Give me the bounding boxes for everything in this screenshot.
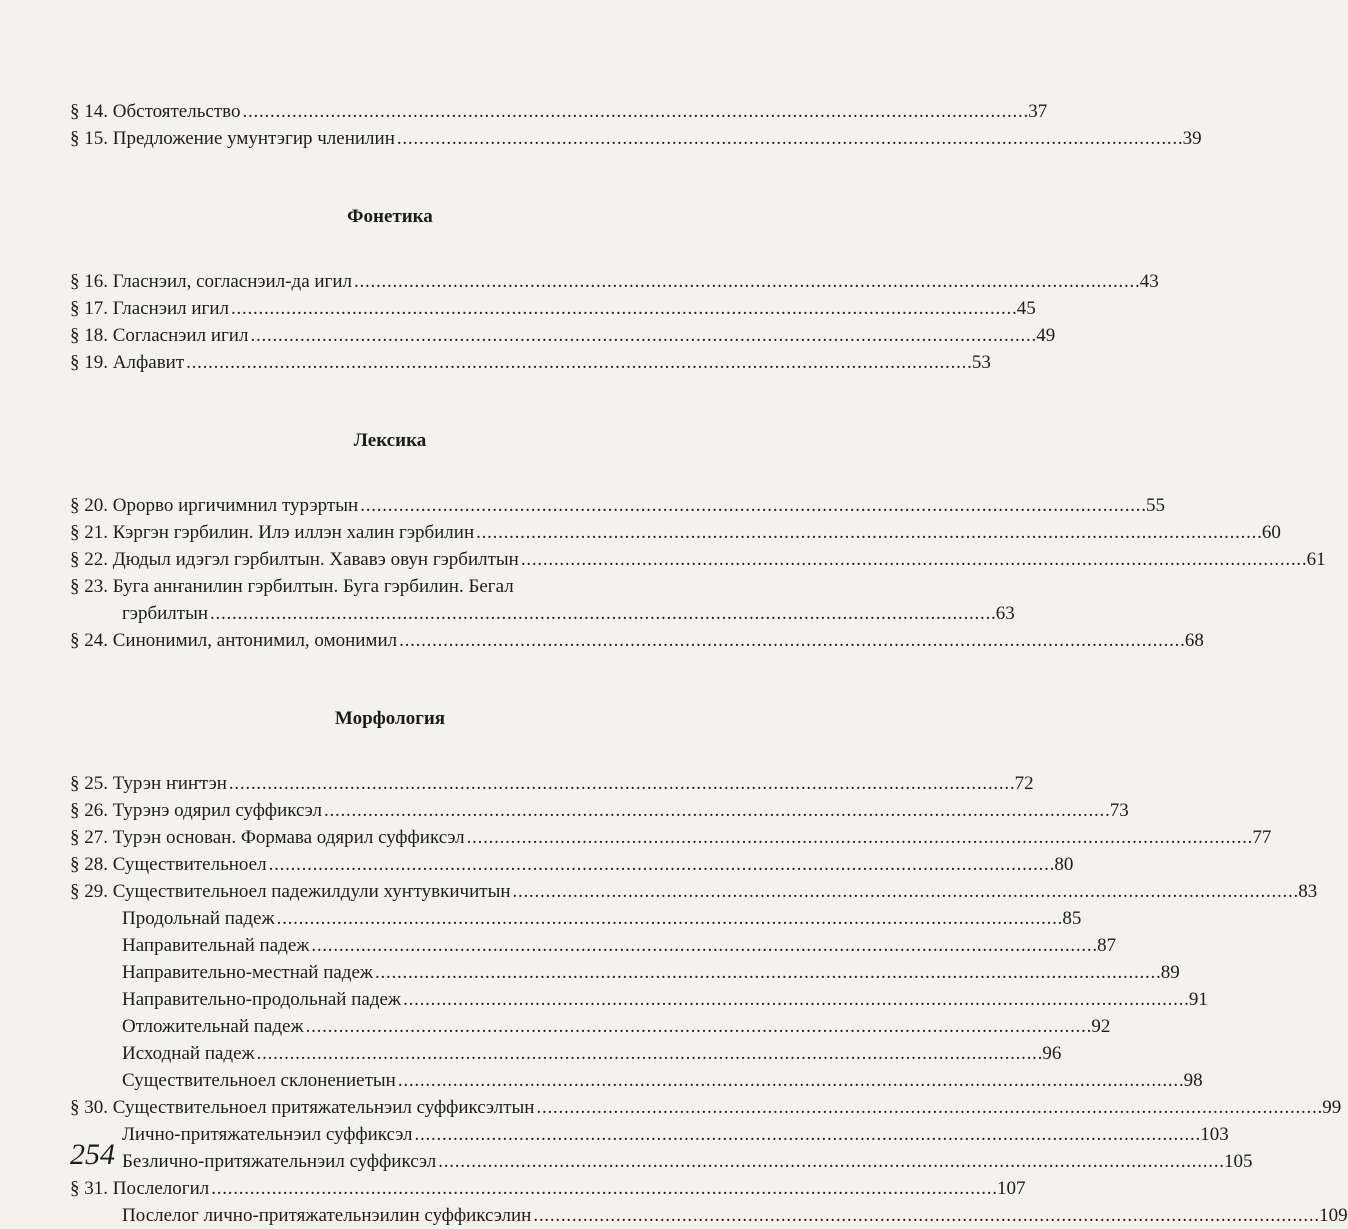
toc-entry <box>70 98 1048 125</box>
leader-dots <box>533 1202 1317 1229</box>
toc-entry <box>70 125 1202 152</box>
toc-page-number: 72 <box>1014 773 1034 794</box>
leader-dots <box>250 322 1034 349</box>
leader-dots <box>476 519 1260 546</box>
section-gap <box>70 152 710 202</box>
toc-entry <box>70 268 1159 295</box>
toc-page-number: 39 <box>1182 128 1202 149</box>
section-title: Морфология <box>334 708 446 729</box>
toc-page-number: 99 <box>1322 1097 1342 1118</box>
leader-dots <box>242 98 1026 125</box>
toc-entry-label: § 19. Алфавит <box>70 352 185 373</box>
toc-entry-label: Лично-притяжательнэил суффиксэл <box>122 1124 413 1145</box>
toc-subentry <box>70 986 1208 1013</box>
section-gap <box>70 232 710 268</box>
leader-dots <box>229 770 1013 797</box>
toc-entry-label: § 25. Турэн ҥиҥтэн <box>70 773 227 794</box>
leader-dots <box>399 627 1183 654</box>
leader-dots <box>269 851 1053 878</box>
toc-entry <box>70 546 1326 573</box>
toc-page-number: 107 <box>996 1178 1026 1199</box>
leader-dots <box>311 932 1095 959</box>
toc-entry-label: § 31. Послелогил <box>70 1178 210 1199</box>
toc-page-number: 96 <box>1042 1043 1062 1064</box>
toc-page-number: 80 <box>1054 854 1074 875</box>
leader-dots <box>521 546 1305 573</box>
toc-entry <box>70 519 1281 546</box>
leader-dots <box>231 295 1015 322</box>
toc-entry-label: Продольнай падеж <box>122 908 275 929</box>
toc-page-number: 103 <box>1200 1124 1229 1145</box>
toc-entry <box>70 824 1272 851</box>
toc-subentry <box>70 932 1117 959</box>
toc-page-number: 98 <box>1183 1070 1203 1091</box>
toc-page-number: 53 <box>971 352 991 373</box>
toc-subentry <box>70 1067 1203 1094</box>
table-of-contents <box>70 98 1348 1229</box>
toc-page-number: 60 <box>1261 522 1281 543</box>
toc-entry-label: Направительно-местнай падеж <box>122 962 374 983</box>
toc-entry <box>70 878 1318 905</box>
toc-page-number: 77 <box>1252 827 1272 848</box>
toc-entry-label: § 16. Гласнэил, согласнэил-да игил <box>70 271 352 292</box>
toc-entry-label: § 21. Кэргэн гэрбилин. Илэ иллэн халин гэрбилин <box>70 522 475 543</box>
toc-entry-label: § 26. Турэнэ одярил суффиксэл <box>70 800 322 821</box>
toc-page-number: 91 <box>1188 989 1208 1010</box>
toc-entry <box>70 322 1056 349</box>
toc-page-number: 55 <box>1145 495 1165 516</box>
toc-entry-label: Исходнай падеж <box>122 1043 255 1064</box>
leader-dots <box>306 1013 1090 1040</box>
toc-page-number: 37 <box>1028 101 1048 122</box>
toc-entry <box>70 797 1129 824</box>
toc-entry-continuation <box>70 600 1015 627</box>
leader-dots <box>324 797 1108 824</box>
toc-entry-label: § 24. Синонимил, антонимил, омонимил <box>70 630 398 651</box>
toc-page-number: 73 <box>1109 800 1129 821</box>
toc-page-number: 63 <box>995 603 1015 624</box>
toc-subentry <box>70 1202 1348 1229</box>
toc-entry-label: § 30. Существительноел притяжательнэил суффиксэлтын <box>70 1097 535 1118</box>
leader-dots <box>536 1094 1320 1121</box>
toc-entry-label: § 28. Существительноел <box>70 854 267 875</box>
leader-dots <box>415 1121 1199 1148</box>
leader-dots <box>397 125 1181 152</box>
toc-entry-label: § 22. Дюдыл идэгэл гэрбилтын. Хававэ овун гэрбилтын <box>70 549 519 570</box>
toc-entry-label: § 14. Обстоятельство <box>70 101 241 122</box>
toc-page-number: 45 <box>1016 298 1036 319</box>
toc-entry <box>70 1094 1342 1121</box>
toc-entry <box>70 770 1034 797</box>
toc-subentry <box>70 905 1082 932</box>
toc-entry <box>70 573 710 600</box>
leader-dots <box>354 268 1138 295</box>
section-title: Фонетика <box>347 206 433 227</box>
toc-entry-label: § 15. Предложение умунтэгир членилин <box>70 128 395 149</box>
toc-entry-label: Существительноел склонениетын <box>122 1070 396 1091</box>
leader-dots <box>360 492 1144 519</box>
toc-entry <box>70 851 1074 878</box>
toc-entry-label: Отложительнай падеж <box>122 1016 304 1037</box>
leader-dots <box>398 1067 1182 1094</box>
page-number: 254 <box>70 1138 115 1171</box>
leader-dots <box>186 349 970 376</box>
toc-subentry <box>70 959 1180 986</box>
leader-dots <box>210 600 994 627</box>
toc-entry-label: § 20. Ороpво иргичимнил турэртын <box>70 495 359 516</box>
toc-entry-label: Направительнай падеж <box>122 935 310 956</box>
toc-entry <box>70 492 1165 519</box>
toc-page-number: 109 <box>1319 1205 1348 1226</box>
toc-entry-label: § 29. Существительноел падежилдули хуҥтувкичитын <box>70 881 511 902</box>
toc-entry-label: § 18. Согласнэил игил <box>70 325 249 346</box>
toc-page-number: 61 <box>1306 549 1326 570</box>
section-gap <box>70 456 710 492</box>
leader-dots <box>513 878 1297 905</box>
toc-subentry <box>70 1121 1229 1148</box>
toc-page-number: 43 <box>1139 271 1159 292</box>
toc-entry <box>70 627 1204 654</box>
toc-entry-label: Послелог лично-притяжательнэилин суффиксэлин <box>122 1205 532 1226</box>
toc-page-number: 68 <box>1184 630 1204 651</box>
toc-page-number: 83 <box>1298 881 1318 902</box>
toc-page-number: 92 <box>1091 1016 1111 1037</box>
section-gap <box>70 654 710 704</box>
leader-dots <box>211 1175 995 1202</box>
toc-entry-label: Направительно-продольнай падеж <box>122 989 402 1010</box>
toc-page-number: 49 <box>1036 325 1056 346</box>
leader-dots <box>257 1040 1041 1067</box>
leader-dots <box>438 1148 1222 1175</box>
toc-page-number: 87 <box>1097 935 1117 956</box>
toc-entry-label: Безлично-притяжательнэил суффиксэл <box>122 1151 437 1172</box>
leader-dots <box>375 959 1159 986</box>
toc-page-number: 105 <box>1223 1151 1253 1172</box>
toc-subentry <box>70 1013 1111 1040</box>
leader-dots <box>403 986 1187 1013</box>
toc-subentry <box>70 1148 1253 1175</box>
toc-entry-label: § 17. Гласнэил игил <box>70 298 229 319</box>
leader-dots <box>277 905 1061 932</box>
toc-entry <box>70 1175 1026 1202</box>
section-gap <box>70 376 710 426</box>
toc-page-number: 85 <box>1062 908 1082 929</box>
leader-dots <box>467 824 1251 851</box>
section-gap <box>70 734 710 770</box>
toc-page-number: 89 <box>1160 962 1180 983</box>
toc-entry-label: гэрбилтын <box>122 603 209 624</box>
toc-entry-label: § 23. Буга анҥанилин гэрбилтын. Буга гэрбилин. Бегал <box>70 576 514 597</box>
toc-entry <box>70 349 991 376</box>
toc-subentry <box>70 1040 1062 1067</box>
section-title: Лексика <box>353 430 427 451</box>
toc-entry <box>70 295 1036 322</box>
toc-entry-label: § 27. Турэн основан. Формава одярил суффиксэл <box>70 827 465 848</box>
